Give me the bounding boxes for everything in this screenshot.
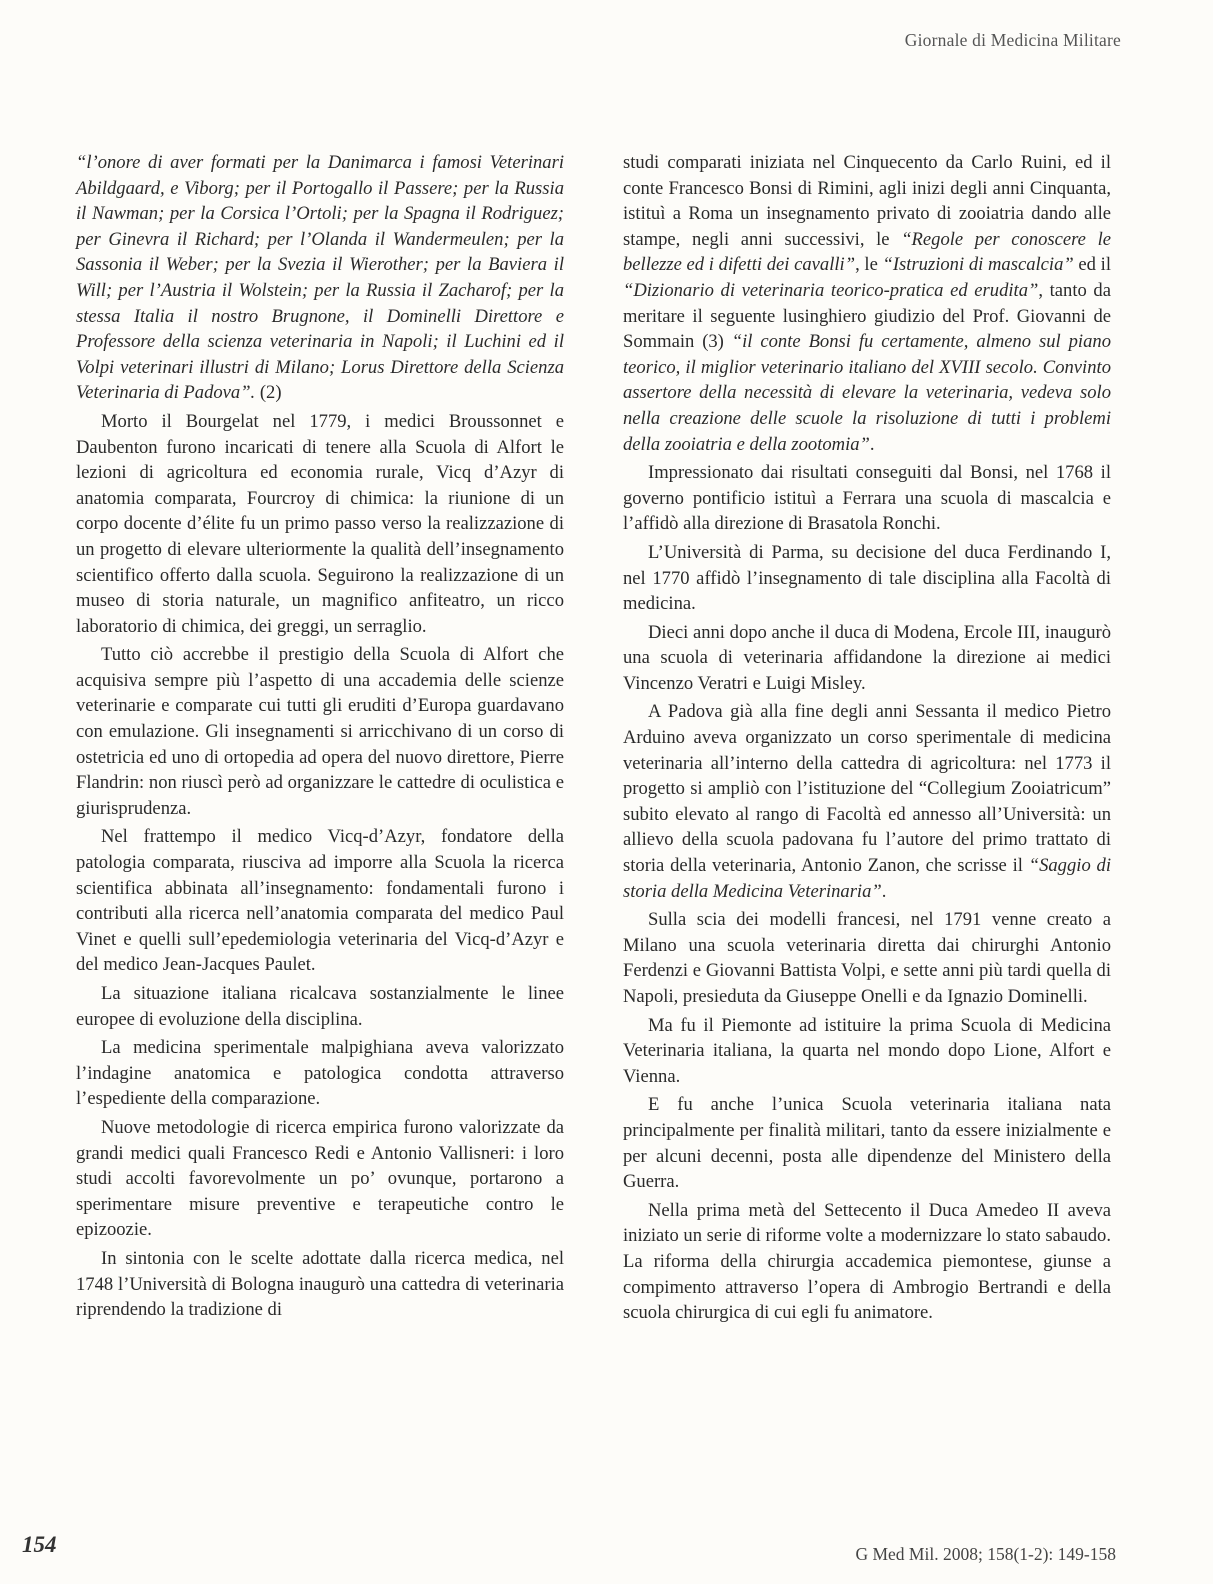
paragraph: L’Università di Parma, su decisione del duca Ferdinando I, nel 1770 affidò l’insegnamento di tale disciplina alla Facoltà di medicina. [623, 541, 1111, 615]
text-run: , tanto da meritare il seguente lusinghiero giudizio del Prof. Giovanni de Sommain (3) [623, 279, 1111, 353]
left-column [76, 150, 564, 1326]
sommain-quote: “il conte Bonsi fu certamente, almeno sul piano teorico, il miglior veterinario italiano del XVIII secolo. Convinto assertore della necessità di elevare la veterinaria, vedeva solo nella creazione delle scuole la risoluzione di tutti i problemi della zooiatria e della zootomia” [623, 331, 1111, 455]
book-title-dizionario: “Dizionario di veterinaria teorico-pratica ed erudita” [623, 279, 1039, 301]
paragraph: Nel frattempo il medico Vicq-d’Azyr, fondatore della patologia comparata, riusciva ad imporre alla Scuola la ricerca scientifica abbinata all’insegnamento: fondamentali furono i contributi alla ricerca nell’anatomia comparata del medico Paul Vinet e quelli sull’epedemiologia veterinaria del Vicq-d’Azyr e del medico Jean-Jacques Paulet. [76, 826, 564, 976]
paragraph: Nuove metodologie di ricerca empirica furono valorizzate da grandi medici quali Francesco Redi e Antonio Vallisneri: i loro studi accolti favorevolmente un po’ ovunque, portarono a sperimentare misure preventive e terapeutiche contro le epizoozie. [76, 1116, 564, 1241]
quote-reference: (2) [255, 382, 282, 404]
text-run: . [869, 433, 875, 455]
bonsi-paragraph [623, 150, 1111, 457]
text-run: A Padova già alla fine degli anni Sessanta il medico Pietro Arduino aveva organizzato un corso sperimentale di medicina veterinaria all’interno della cattedra di agricoltura: nel 1773 il progetto si ampliò con l’istituzione del “Collegium Zooiatricum” subito elevato al rango di Facoltà ed annesso all’Università: un allievo della scuola padovana fu l’autore del primo trattato di storia della veterinaria, Antonio Zanon, che scrisse il [623, 701, 1111, 877]
text-run: studi comparati iniziata nel Cinquecento da Carlo Ruini, ed il conte Francesco Bonsi di Rimini, agli inizi degli anni Cinquanta, istituì a Roma un insegnamento privato di zooiatria dando alle stampe, negli anni successivi, le [623, 152, 1111, 250]
paragraph: Morto il Bourgelat nel 1779, i medici Broussonnet e Daubenton furono incaricati di tenere alla Scuola di Alfort le lezioni di agricoltura ed economia rurale, Vicq d’Azyr di anatomia comparata, Fourcroy di chimica: la riunione di un corpo docente d’élite fu un primo passo verso la realizzazione di un progetto di elevare ulteriormente la qualità dell’insegnamento scientifico offerto dalla scuola. Seguirono la realizzazione di un museo di storia naturale, un magnifico anfiteatro, un ricco laboratorio di chimica, dei greggi, un serraglio. [76, 410, 564, 637]
paragraph: Impressionato dai risultati conseguiti dal Bonsi, nel 1768 il governo pontificio istituì a Ferrara una scuola di mascalcia e l’affidò alla direzione di Brasatola Ronchi. [623, 462, 1111, 535]
paragraph: Tutto ciò accrebbe il prestigio della Scuola di Alfort che acquisiva sempre più l’aspetto di una accademia delle scienze veterinarie e comparate cui tutti gli eruditi d’Europa guardavano con emulazione. Gli insegnamenti si arricchivano di un corso di ostetricia ed uno di ortopedia ad opera del nuovo direttore, Pierre Flandrin: non riuscì però ad organizzare le cattedre di oculistica e giurisprudenza. [76, 644, 564, 819]
paragraph: Dieci anni dopo anche il duca di Modena, Ercole III, inaugurò una scuola di veterinaria affidandone la direzione ai medici Vincenzo Veratri e Luigi Misley. [623, 621, 1111, 694]
citation-footer: G Med Mil. 2008; 158(1-2): 149-158 [855, 1544, 1116, 1564]
text-run: ed il [1073, 254, 1111, 276]
paragraph: Sulla scia dei modelli francesi, nel 1791 venne creato a Milano una scuola veterinaria diretta dai chirurghi Antonio Ferdenzi e Giovanni Battista Volpi, e sette anni più tardi quella di Napoli, presieduta da Giuseppe Onelli e da Ignazio Dominelli. [623, 909, 1111, 1007]
right-column [623, 150, 1111, 1329]
paragraph: Ma fu il Piemonte ad istituire la prima Scuola di Medicina Veterinaria italiana, la quarta nel mondo dopo Lione, Alfort e Vienna. [623, 1014, 1111, 1087]
quote-paragraph [76, 150, 564, 406]
book-title-istruzioni: “Istruzioni di mascalcia” [882, 254, 1074, 276]
paragraph: E fu anche l’unica Scuola veterinaria italiana nata principalmente per finalità militari, tanto da essere inizialmente e per alcuni decenni, posta alle dipendenze del Ministero della Guerra. [623, 1094, 1111, 1193]
padova-paragraph [623, 699, 1111, 904]
paragraph: La medicina sperimentale malpighiana aveva valorizzato l’indagine anatomica e patologica condotta attraverso l’espediente della comparazione. [76, 1037, 564, 1110]
paragraph: In sintonia con le scelte adottate dalla ricerca medica, nel 1748 l’Università di Bologna inaugurò una cattedra di veterinaria riprendendo la tradizione di [76, 1247, 564, 1321]
page-number: 154 [22, 1532, 57, 1557]
text-run: . [881, 880, 887, 902]
paragraph: Nella prima metà del Settecento il Duca Amedeo II aveva iniziato un serie di riforme volte a modernizzare lo stato sabaudo. La riforma della chirurgia accademica piemontese, giunse a compimento attraverso l’opera di Ambrogio Bertrandi e della scuola chirurgica di cui egli fu animatore. [623, 1199, 1111, 1324]
paragraph: La situazione italiana ricalcava sostanzialmente le linee europee di evoluzione della disciplina. [76, 983, 564, 1030]
book-title-regole: “Regole per conoscere le bellezze ed i difetti dei cavalli” [623, 228, 1111, 276]
journal-header: Giornale di Medicina Militare [904, 30, 1121, 50]
book-title-saggio: “Saggio di storia della Medicina Veterinaria” [623, 855, 1112, 902]
quote-text: “l’onore di aver formati per la Danimarca i famosi Veterinari Abildgaard, e Viborg; per il Portogallo il Passere; per la Russia il Nawman; per la Corsica l’Ortoli; per la Spagna il Rodriguez; per Ginevra il Richard; per l’Olanda il Wandermeulen; per la Sassonia il Weber; per la Svezia il Wierother; per la Baviera il Will; per l’Austria il Wolstein; per la Russia il Zacharof; per la stessa Italia il nostro Brugnone, il Dominelli Direttore e Professore della scienza veterinaria in Napoli; il Luchini ed il Volpi veterinari illustri di Milano; Lorus Direttore della Scienza Veterinaria di Padova”. [76, 152, 564, 404]
text-run: , le [855, 254, 883, 276]
